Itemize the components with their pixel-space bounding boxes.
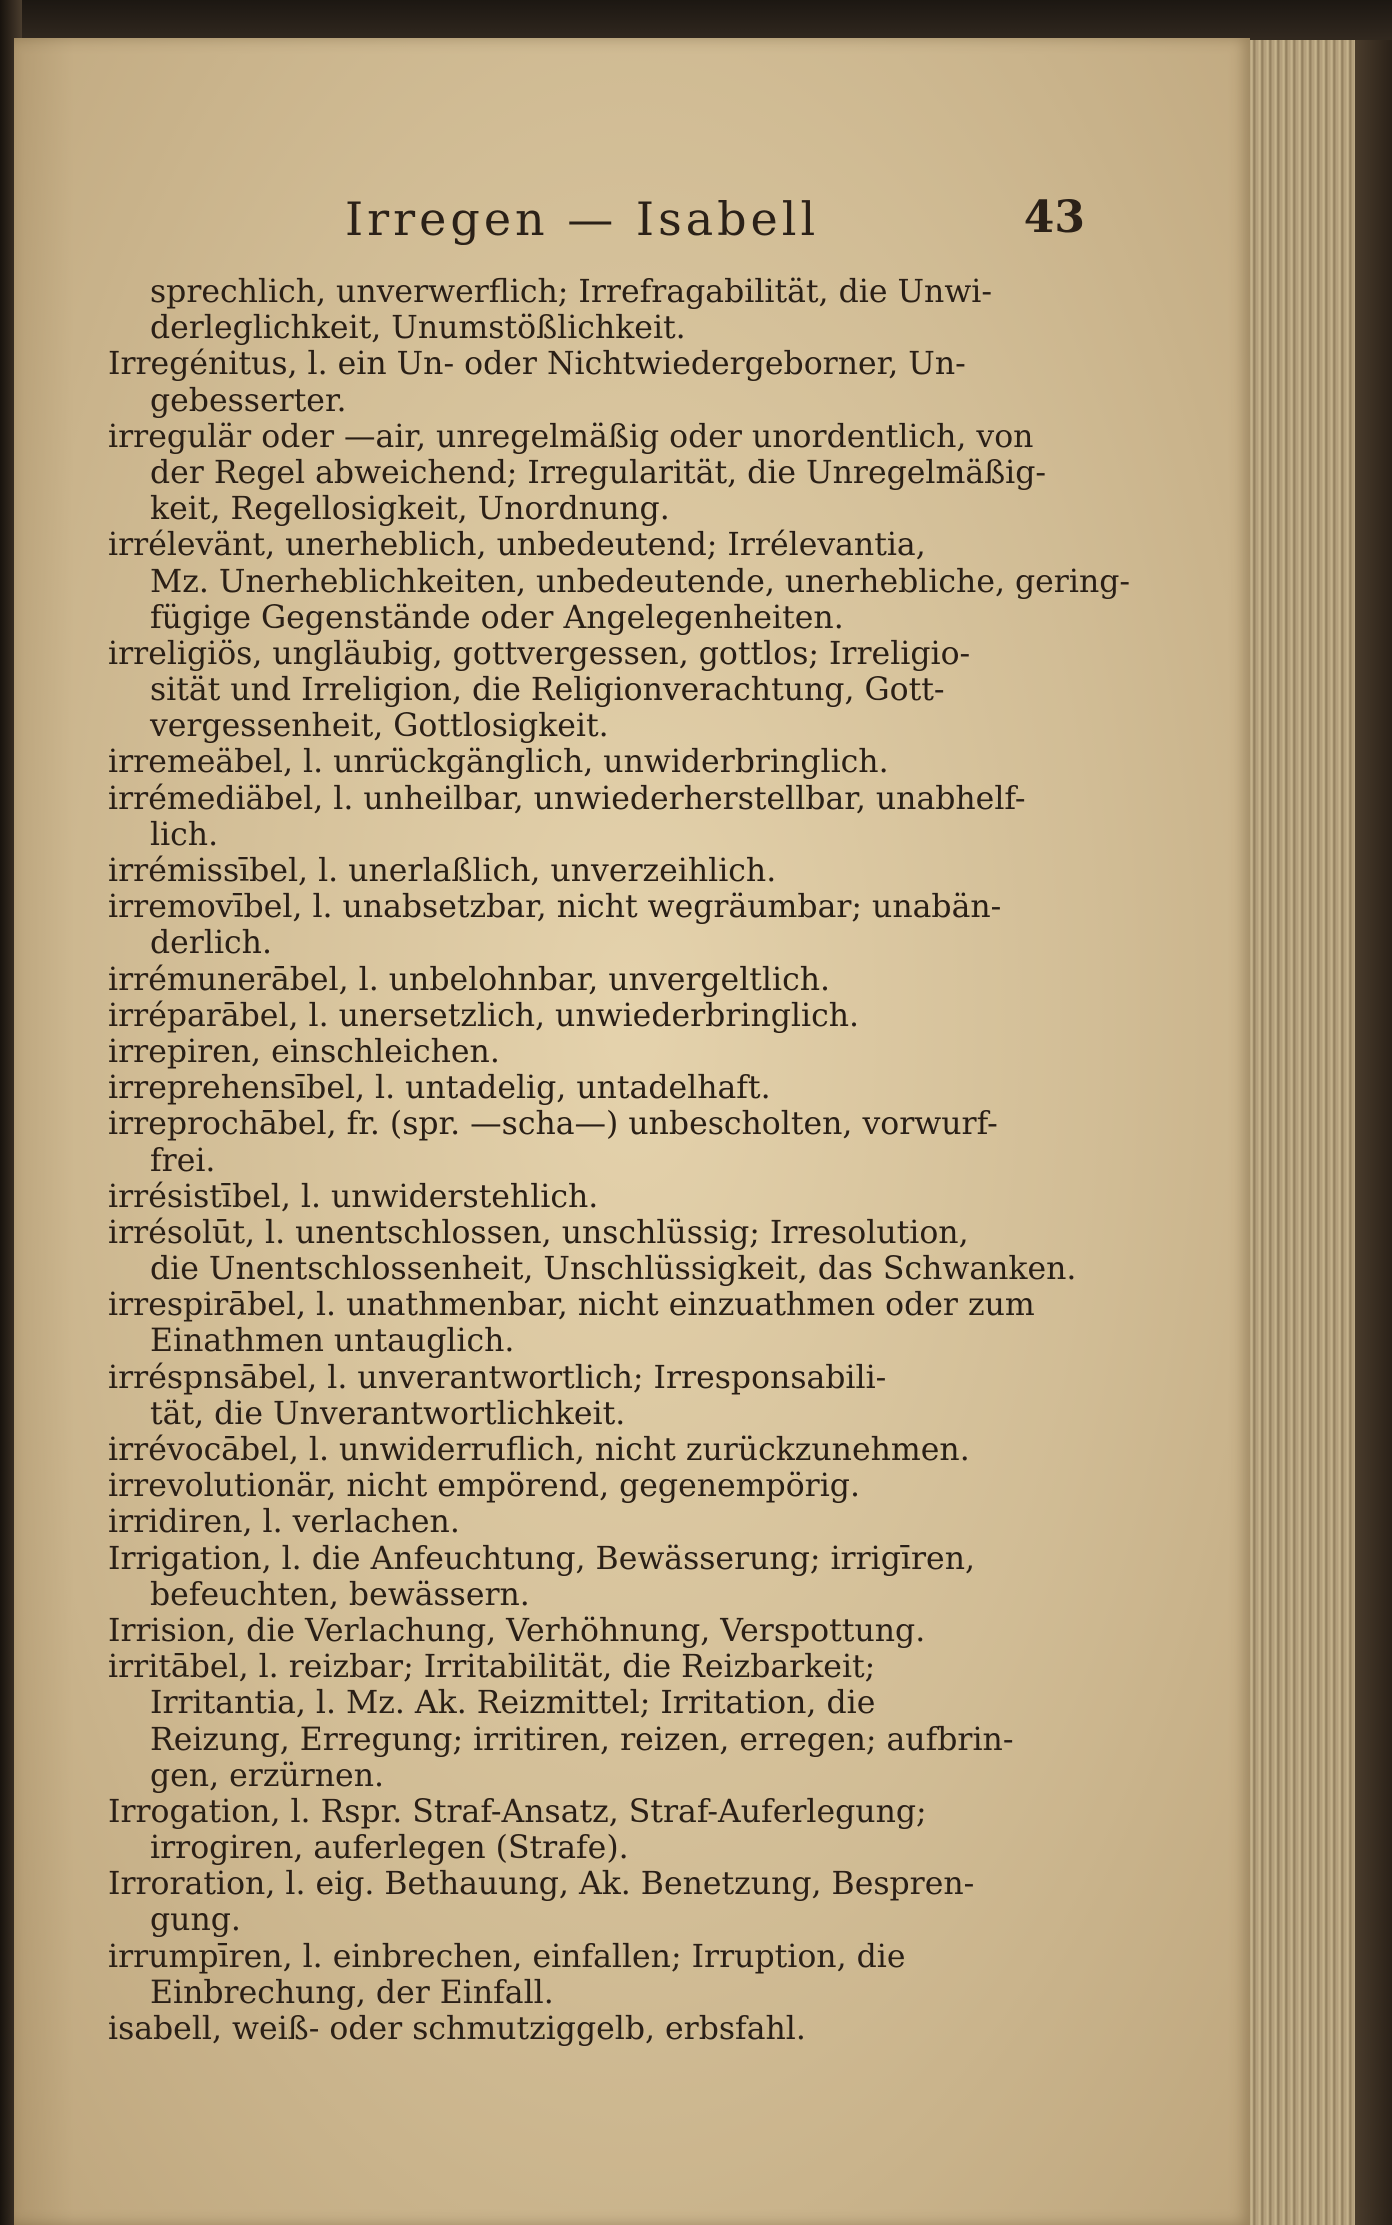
entry-continuation-line: gen, erzürnen. <box>150 1757 384 1794</box>
entry-line: Irrogation, l. Rspr. Straf-Ansatz, Straf-Auferlegung; <box>108 1793 927 1830</box>
entry-line: irrésolūt, l. unentschlossen, unschlüssig; Irresolution, <box>108 1214 969 1251</box>
entry-continuation-line: derleglichkeit, Unumstößlichkeit. <box>150 310 686 347</box>
entry-continuation-line: lich. <box>150 816 219 853</box>
entry-line: irrumpīren, l. einbrechen, einfallen; Irruption, die <box>108 1938 906 1975</box>
entry-line: irremeäbel, l. unrückgänglich, unwiderbringlich. <box>108 744 889 781</box>
entry-line: irréparābel, l. unersetzlich, unwiederbringlich. <box>108 997 860 1034</box>
entry-line: irritābel, l. reizbar; Irritabilität, die Reizbarkeit; <box>108 1649 876 1686</box>
entry-line: irrémissībel, l. unerlaßlich, unverzeihlich. <box>108 853 777 889</box>
entry-line: irréspnsābel, l. unverantwortlich; Irresponsabili- <box>108 1359 887 1396</box>
entry-line: irremovībel, l. unabsetzbar, nicht wegräumbar; unabän- <box>108 889 1002 926</box>
entry-line: irrémediäbel, l. unheilbar, unwiederherstellbar, unabhelf- <box>108 780 1026 817</box>
running-head: Irregen — Isabell <box>345 192 820 246</box>
entry-continuation-line: irrogiren, auferlegen (Strafe). <box>150 1830 629 1867</box>
entry-line: irregulär oder —air, unregelmäßig oder unordentlich, von <box>108 418 1034 455</box>
entry-line: irrepiren, einschleichen. <box>108 1033 500 1070</box>
entry-continuation-line: gung. <box>150 1902 241 1939</box>
entry-line: Irroration, l. eig. Bethauung, Ak. Benetzung, Bespren- <box>108 1866 975 1903</box>
entry-continuation-line: Irritantia, l. Mz. Ak. Reizmittel; Irritation, die <box>150 1685 876 1722</box>
entry-line: Irrision, die Verlachung, Verhöhnung, Verspottung. <box>108 1612 926 1649</box>
entry-continuation-line: Reizung, Erregung; irritiren, reizen, erregen; aufbrin- <box>150 1721 1014 1758</box>
entry-line: isabell, weiß- oder schmutziggelb, erbsfahl. <box>108 2011 806 2047</box>
entry-line: irridiren, l. verlachen. <box>108 1504 460 1541</box>
entry-continuation-line: die Unentschlossenheit, Unschlüssigkeit, das Schwanken. <box>150 1251 1077 1288</box>
entry-line: irrésistībel, l. unwiderstehlich. <box>108 1178 599 1215</box>
entry-continuation-line: der Regel abweichend; Irregularität, die Unregelmäßig- <box>150 454 1047 491</box>
entry-line: Irrigation, l. die Anfeuchtung, Bewässerung; irrigīren, <box>108 1540 975 1577</box>
page-header <box>345 192 1105 252</box>
entry-line: Irregénitus, l. ein Un- oder Nichtwiedergeborner, Un- <box>108 346 966 383</box>
entry-continuation-line: fügige Gegenstände oder Angelegenheiten. <box>150 599 844 636</box>
entry-continuation-line: sität und Irreligion, die Religionverachtung, Gott- <box>150 672 945 709</box>
entry-line: irrevolutionär, nicht empörend, gegenempörig. <box>108 1468 860 1505</box>
dictionary-entries <box>108 274 1133 2047</box>
page-number: 43 <box>1023 192 1085 243</box>
entry-line: irreprochābel, fr. (spr. —scha—) unbescholten, vorwurf- <box>108 1106 998 1143</box>
entry-continuation-line: frei. <box>150 1142 216 1179</box>
entry-continuation-line: sprechlich, unverwerflich; Irrefragabilität, die Unwi- <box>150 274 992 310</box>
entry-line: irrélevänt, unerheblich, unbedeutend; Irrélevantia, <box>108 527 926 564</box>
entry-line: irreligiös, ungläubig, gottvergessen, gottlos; Irreligio- <box>108 635 971 672</box>
entry-continuation-line: vergessenheit, Gottlosigkeit. <box>150 708 609 745</box>
entry-line: irreprehensībel, l. untadelig, untadelhaft. <box>108 1070 771 1107</box>
entry-continuation-line: Mz. Unerheblichkeiten, unbedeutende, unerhebliche, gering- <box>150 563 1131 600</box>
entry-line: irrémunerābel, l. unbelohnbar, unvergeltlich. <box>108 961 831 998</box>
entry-continuation-line: befeuchten, bewässern. <box>150 1576 530 1613</box>
page-stack-edges <box>1238 40 1361 2225</box>
entry-continuation-line: keit, Regellosigkeit, Unordnung. <box>150 491 670 528</box>
entry-continuation-line: gebesserter. <box>150 382 347 419</box>
entry-continuation-line: derlich. <box>150 925 272 962</box>
entry-continuation-line: Einathmen untauglich. <box>150 1323 515 1360</box>
entry-line: irrévocābel, l. unwiderruflich, nicht zurückzunehmen. <box>108 1432 970 1468</box>
book-cover-edge <box>1355 40 1392 2225</box>
entry-continuation-line: tät, die Unverantwortlichkeit. <box>150 1395 626 1432</box>
entry-line: irrespirābel, l. unathmenbar, nicht einzuathmen oder zum <box>108 1287 1035 1324</box>
entry-continuation-line: Einbrechung, der Einfall. <box>150 1974 554 2011</box>
